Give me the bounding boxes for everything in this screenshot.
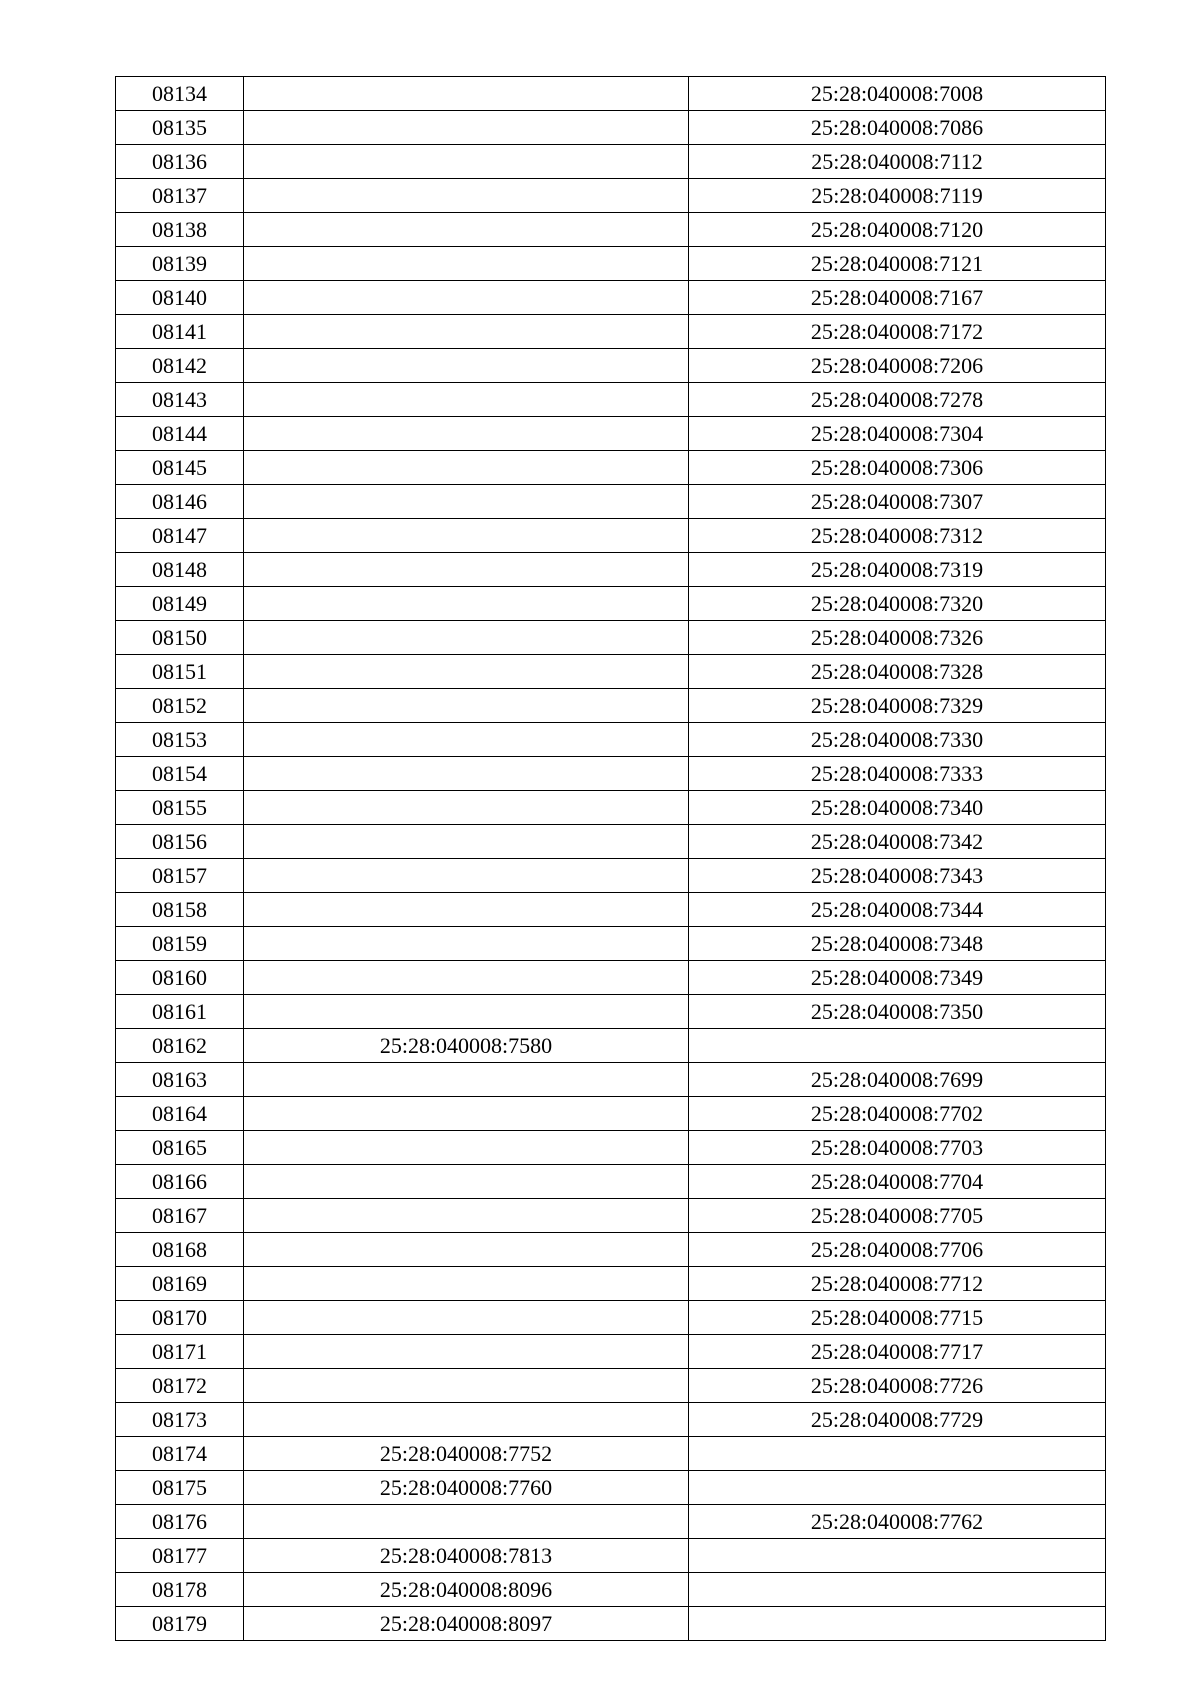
cadastral-number-cell-b: 25:28:040008:7320: [689, 587, 1106, 621]
row-number-cell: 08174: [116, 1437, 244, 1471]
row-number-cell: 08149: [116, 587, 244, 621]
table-row: [116, 961, 1106, 995]
row-number-cell: 08154: [116, 757, 244, 791]
cadastral-number-cell-a: [244, 519, 689, 553]
table-row: [116, 995, 1106, 1029]
table-row: [116, 791, 1106, 825]
cadastral-number-cell-a: [244, 1505, 689, 1539]
table-row: [116, 145, 1106, 179]
cadastral-number-cell-b: 25:28:040008:7342: [689, 825, 1106, 859]
table-row: [116, 1063, 1106, 1097]
cadastral-number-cell-b: 25:28:040008:7086: [689, 111, 1106, 145]
row-number-cell: 08145: [116, 451, 244, 485]
cadastral-number-cell-b: 25:28:040008:7304: [689, 417, 1106, 451]
row-number-cell: 08150: [116, 621, 244, 655]
table-body: [116, 77, 1106, 1641]
cadastral-number-cell-a: [244, 1063, 689, 1097]
table-row: [116, 1097, 1106, 1131]
cadastral-number-cell-b: 25:28:040008:7326: [689, 621, 1106, 655]
table-row: [116, 1573, 1106, 1607]
row-number-cell: 08171: [116, 1335, 244, 1369]
cadastral-number-cell-b: 25:28:040008:7167: [689, 281, 1106, 315]
cadastral-number-cell-a: 25:28:040008:7813: [244, 1539, 689, 1573]
table-row: [116, 1607, 1106, 1641]
row-number-cell: 08163: [116, 1063, 244, 1097]
cadastral-number-cell-a: [244, 383, 689, 417]
cadastral-number-cell-b: 25:28:040008:7008: [689, 77, 1106, 111]
table-row: [116, 1471, 1106, 1505]
cadastral-number-cell-a: [244, 213, 689, 247]
table-row: [116, 655, 1106, 689]
cadastral-number-cell-b: 25:28:040008:7307: [689, 485, 1106, 519]
cadastral-number-cell-a: [244, 1403, 689, 1437]
cadastral-number-cell-b: 25:28:040008:7350: [689, 995, 1106, 1029]
cadastral-number-cell-a: [244, 961, 689, 995]
row-number-cell: 08155: [116, 791, 244, 825]
row-number-cell: 08134: [116, 77, 244, 111]
cadastral-number-cell-a: 25:28:040008:8096: [244, 1573, 689, 1607]
table-row: [116, 553, 1106, 587]
cadastral-number-cell-a: [244, 859, 689, 893]
cadastral-number-cell-b: 25:28:040008:7726: [689, 1369, 1106, 1403]
cadastral-number-cell-b: 25:28:040008:7348: [689, 927, 1106, 961]
row-number-cell: 08156: [116, 825, 244, 859]
cadastral-number-cell-b: 25:28:040008:7328: [689, 655, 1106, 689]
row-number-cell: 08139: [116, 247, 244, 281]
cadastral-number-cell-b: [689, 1471, 1106, 1505]
row-number-cell: 08153: [116, 723, 244, 757]
table-row: [116, 383, 1106, 417]
row-number-cell: 08146: [116, 485, 244, 519]
cadastral-number-cell-b: [689, 1029, 1106, 1063]
table-row: [116, 247, 1106, 281]
row-number-cell: 08170: [116, 1301, 244, 1335]
cadastral-number-cell-b: 25:28:040008:7312: [689, 519, 1106, 553]
cadastral-number-cell-b: 25:28:040008:7344: [689, 893, 1106, 927]
cadastral-number-cell-a: [244, 723, 689, 757]
row-number-cell: 08148: [116, 553, 244, 587]
cadastral-number-table: [115, 76, 1106, 1641]
cadastral-number-cell-b: [689, 1573, 1106, 1607]
table-row: [116, 1539, 1106, 1573]
cadastral-number-cell-b: 25:28:040008:7121: [689, 247, 1106, 281]
row-number-cell: 08138: [116, 213, 244, 247]
cadastral-number-cell-a: [244, 689, 689, 723]
cadastral-number-cell-b: 25:28:040008:7703: [689, 1131, 1106, 1165]
table-row: [116, 1131, 1106, 1165]
cadastral-number-cell-b: 25:28:040008:7120: [689, 213, 1106, 247]
cadastral-number-cell-a: [244, 791, 689, 825]
row-number-cell: 08141: [116, 315, 244, 349]
cadastral-number-cell-a: [244, 1165, 689, 1199]
cadastral-number-cell-a: [244, 1131, 689, 1165]
cadastral-number-cell-b: 25:28:040008:7206: [689, 349, 1106, 383]
table-row: [116, 859, 1106, 893]
row-number-cell: 08167: [116, 1199, 244, 1233]
cadastral-number-cell-a: [244, 893, 689, 927]
table-row: [116, 621, 1106, 655]
row-number-cell: 08158: [116, 893, 244, 927]
cadastral-number-cell-b: 25:28:040008:7705: [689, 1199, 1106, 1233]
cadastral-number-cell-a: [244, 1233, 689, 1267]
row-number-cell: 08175: [116, 1471, 244, 1505]
row-number-cell: 08166: [116, 1165, 244, 1199]
row-number-cell: 08144: [116, 417, 244, 451]
cadastral-number-cell-a: [244, 655, 689, 689]
cadastral-number-cell-a: [244, 281, 689, 315]
table-row: [116, 1369, 1106, 1403]
table-row: [116, 1267, 1106, 1301]
cadastral-number-cell-a: 25:28:040008:7580: [244, 1029, 689, 1063]
cadastral-number-cell-b: 25:28:040008:7717: [689, 1335, 1106, 1369]
cadastral-number-cell-a: 25:28:040008:8097: [244, 1607, 689, 1641]
table-row: [116, 1403, 1106, 1437]
cadastral-number-cell-b: 25:28:040008:7343: [689, 859, 1106, 893]
cadastral-number-cell-b: 25:28:040008:7333: [689, 757, 1106, 791]
table-row: [116, 893, 1106, 927]
row-number-cell: 08161: [116, 995, 244, 1029]
cadastral-number-cell-b: 25:28:040008:7172: [689, 315, 1106, 349]
row-number-cell: 08157: [116, 859, 244, 893]
table-row: [116, 689, 1106, 723]
table-row: [116, 1199, 1106, 1233]
cadastral-number-cell-b: 25:28:040008:7319: [689, 553, 1106, 587]
table-row: [116, 281, 1106, 315]
cadastral-number-cell-a: [244, 315, 689, 349]
cadastral-number-cell-b: 25:28:040008:7704: [689, 1165, 1106, 1199]
cadastral-number-cell-a: [244, 1199, 689, 1233]
table-row: [116, 1301, 1106, 1335]
row-number-cell: 08160: [116, 961, 244, 995]
table-row: [116, 179, 1106, 213]
table-row: [116, 213, 1106, 247]
table-row: [116, 417, 1106, 451]
cadastral-number-cell-b: 25:28:040008:7706: [689, 1233, 1106, 1267]
cadastral-number-cell-a: [244, 927, 689, 961]
cadastral-number-cell-a: [244, 757, 689, 791]
row-number-cell: 08168: [116, 1233, 244, 1267]
row-number-cell: 08162: [116, 1029, 244, 1063]
cadastral-number-cell-b: 25:28:040008:7702: [689, 1097, 1106, 1131]
cadastral-number-cell-a: [244, 621, 689, 655]
cadastral-number-cell-b: 25:28:040008:7715: [689, 1301, 1106, 1335]
cadastral-number-cell-b: 25:28:040008:7340: [689, 791, 1106, 825]
table-row: [116, 825, 1106, 859]
cadastral-number-cell-a: [244, 451, 689, 485]
row-number-cell: 08152: [116, 689, 244, 723]
cadastral-number-cell-a: [244, 1301, 689, 1335]
cadastral-number-cell-a: [244, 1335, 689, 1369]
row-number-cell: 08135: [116, 111, 244, 145]
row-number-cell: 08178: [116, 1573, 244, 1607]
table-row: [116, 315, 1106, 349]
cadastral-number-cell-a: [244, 349, 689, 383]
cadastral-number-cell-a: [244, 1097, 689, 1131]
table-row: [116, 1165, 1106, 1199]
cadastral-number-cell-b: 25:28:040008:7712: [689, 1267, 1106, 1301]
row-number-cell: 08173: [116, 1403, 244, 1437]
table-row: [116, 723, 1106, 757]
row-number-cell: 08143: [116, 383, 244, 417]
table-row: [116, 587, 1106, 621]
row-number-cell: 08164: [116, 1097, 244, 1131]
cadastral-number-cell-b: 25:28:040008:7729: [689, 1403, 1106, 1437]
table-row: [116, 1437, 1106, 1471]
row-number-cell: 08179: [116, 1607, 244, 1641]
cadastral-number-cell-a: [244, 553, 689, 587]
cadastral-number-cell-b: 25:28:040008:7329: [689, 689, 1106, 723]
cadastral-number-cell-a: [244, 145, 689, 179]
cadastral-number-cell-a: [244, 179, 689, 213]
row-number-cell: 08151: [116, 655, 244, 689]
table-row: [116, 485, 1106, 519]
table-row: [116, 1233, 1106, 1267]
cadastral-number-cell-a: [244, 995, 689, 1029]
cadastral-number-cell-b: 25:28:040008:7762: [689, 1505, 1106, 1539]
row-number-cell: 08147: [116, 519, 244, 553]
cadastral-number-cell-a: [244, 1369, 689, 1403]
table-row: [116, 1029, 1106, 1063]
cadastral-number-cell-b: 25:28:040008:7278: [689, 383, 1106, 417]
row-number-cell: 08177: [116, 1539, 244, 1573]
cadastral-number-cell-a: [244, 77, 689, 111]
row-number-cell: 08142: [116, 349, 244, 383]
cadastral-number-cell-a: 25:28:040008:7760: [244, 1471, 689, 1505]
cadastral-number-cell-b: 25:28:040008:7330: [689, 723, 1106, 757]
cadastral-number-cell-b: [689, 1607, 1106, 1641]
table-row: [116, 77, 1106, 111]
cadastral-number-cell-b: 25:28:040008:7349: [689, 961, 1106, 995]
table-row: [116, 927, 1106, 961]
cadastral-number-cell-a: [244, 1267, 689, 1301]
table-row: [116, 1505, 1106, 1539]
cadastral-number-cell-a: [244, 247, 689, 281]
row-number-cell: 08169: [116, 1267, 244, 1301]
row-number-cell: 08176: [116, 1505, 244, 1539]
cadastral-number-cell-b: 25:28:040008:7699: [689, 1063, 1106, 1097]
cadastral-number-cell-a: [244, 485, 689, 519]
cadastral-number-cell-a: [244, 417, 689, 451]
row-number-cell: 08137: [116, 179, 244, 213]
cadastral-number-cell-a: [244, 587, 689, 621]
row-number-cell: 08172: [116, 1369, 244, 1403]
cadastral-number-cell-a: [244, 111, 689, 145]
row-number-cell: 08136: [116, 145, 244, 179]
table-row: [116, 349, 1106, 383]
row-number-cell: 08140: [116, 281, 244, 315]
table-row: [116, 757, 1106, 791]
cadastral-number-cell-a: 25:28:040008:7752: [244, 1437, 689, 1471]
row-number-cell: 08165: [116, 1131, 244, 1165]
cadastral-number-cell-b: 25:28:040008:7306: [689, 451, 1106, 485]
cadastral-number-cell-b: 25:28:040008:7112: [689, 145, 1106, 179]
table-row: [116, 111, 1106, 145]
cadastral-number-cell-b: [689, 1539, 1106, 1573]
table-row: [116, 1335, 1106, 1369]
table-row: [116, 451, 1106, 485]
cadastral-number-cell-b: [689, 1437, 1106, 1471]
cadastral-number-cell-b: 25:28:040008:7119: [689, 179, 1106, 213]
row-number-cell: 08159: [116, 927, 244, 961]
cadastral-number-cell-a: [244, 825, 689, 859]
table-row: [116, 519, 1106, 553]
